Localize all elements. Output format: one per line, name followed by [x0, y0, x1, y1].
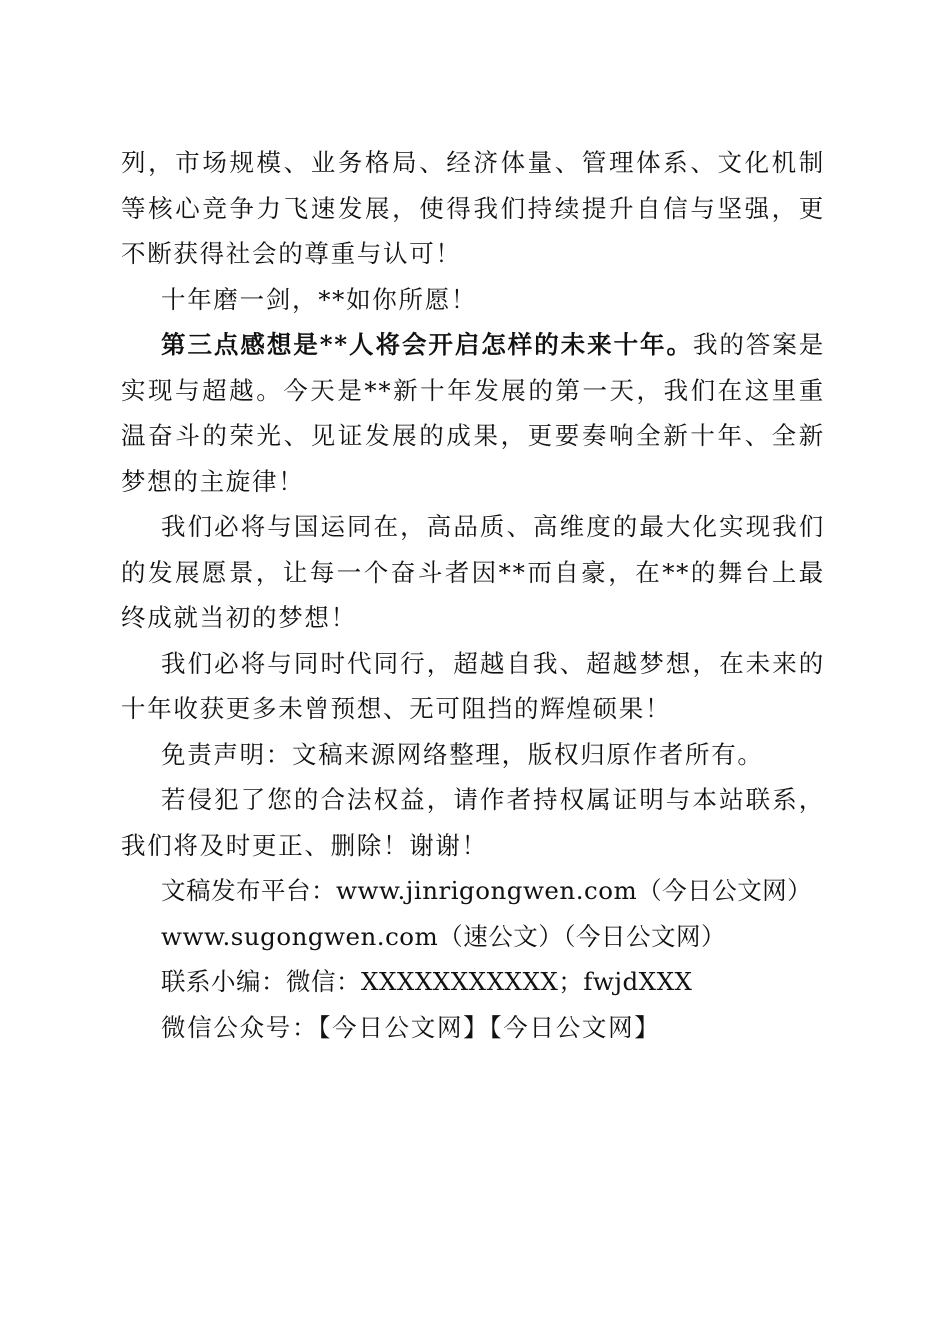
wechat-account-line — [121, 1005, 825, 1051]
disclaimer-paragraph — [121, 732, 825, 778]
paragraph-3-lead: 第三点感想是**人将会开启怎样的未来十年。 — [161, 330, 693, 359]
paragraph-3-text: 我的答案是实现与超越。今天是**新十年发展的第一天，我们在这里重温奋斗的荣光、见证发展的成果，更要奏响全新十年、全新梦想的主旋律！ — [121, 330, 825, 496]
paragraph-5 — [121, 641, 825, 732]
paragraph-1 — [121, 140, 825, 277]
infringement-notice — [121, 777, 825, 868]
contact-editor-line — [121, 959, 825, 1005]
publish-platform-text: 文稿发布平台：www.jinrigongwen.com（今日公文网） — [161, 876, 813, 905]
infringement-notice-text: 若侵犯了您的合法权益，请作者持权属证明与本站联系，我们将及时更正、删除！谢谢！ — [121, 785, 825, 860]
paragraph-5-text: 我们必将与同时代同行，超越自我、超越梦想，在未来的十年收获更多未曾预想、无可阻挡的辉煌硕果！ — [121, 648, 825, 723]
paragraph-2 — [121, 277, 825, 323]
secondary-site-text: www.sugongwen.com（速公文）（今日公文网） — [161, 921, 727, 951]
document-body — [121, 140, 825, 1050]
paragraph-2-text: 十年磨一剑，**如你所愿！ — [161, 284, 478, 314]
wechat-account-text: 微信公众号：【今日公文网】【今日公文网】 — [161, 1012, 661, 1042]
paragraph-1-text: 列，市场规模、业务格局、经济体量、管理体系、文化机制等核心竞争力飞速发展，使得我们持续提升自信与坚强，更不断获得社会的尊重与认可！ — [121, 148, 825, 268]
contact-editor-text: 联系小编：微信：XXXXXXXXXXX；fwjdXXX — [161, 967, 693, 996]
publish-platform-line — [121, 868, 825, 914]
secondary-site-line — [121, 914, 825, 960]
disclaimer-text: 免责声明：文稿来源网络整理，版权归原作者所有。 — [161, 739, 764, 769]
paragraph-3 — [121, 322, 825, 504]
paragraph-4 — [121, 504, 825, 641]
paragraph-4-text: 我们必将与国运同在，高品质、高维度的最大化实现我们的发展愿景，让每一个奋斗者因**而自豪，在**的舞台上最终成就当初的梦想！ — [121, 512, 825, 632]
